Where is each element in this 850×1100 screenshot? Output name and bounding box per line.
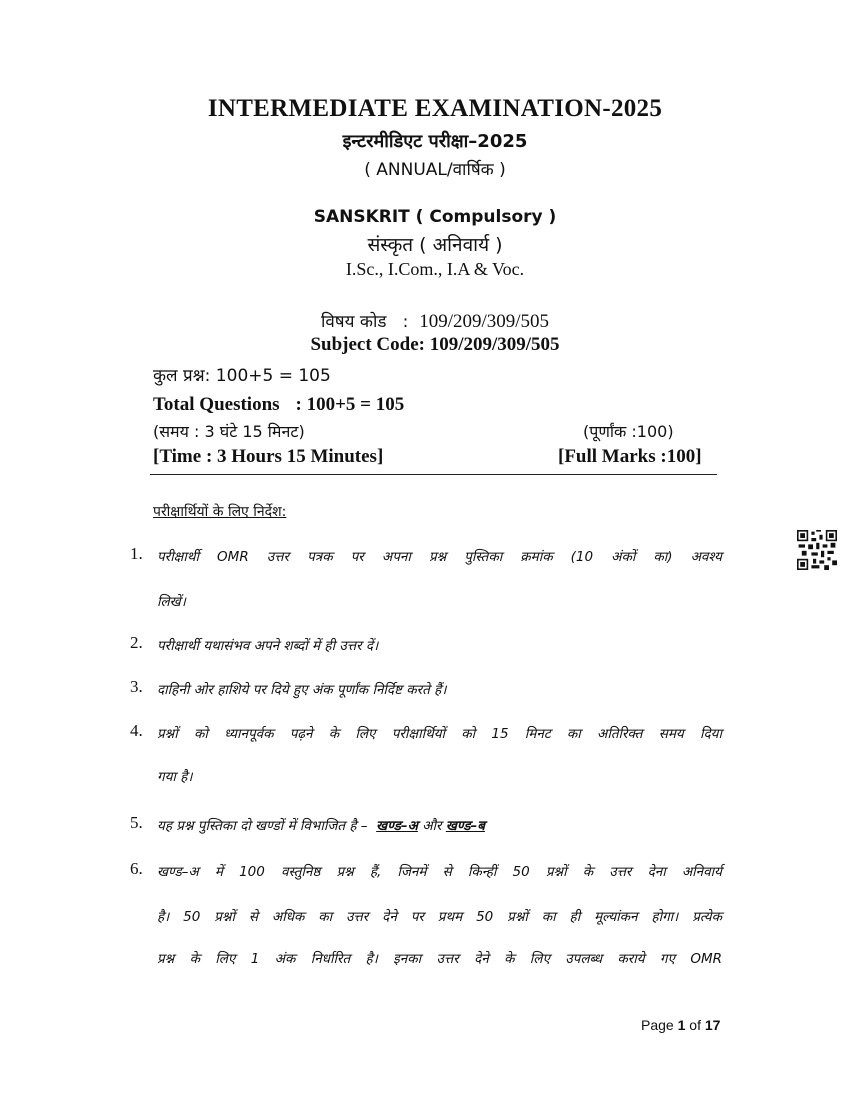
total-questions-english [153, 394, 404, 416]
instruction-3-line-1: दाहिनी ओर हाशिये पर दिये हुए अंक पूर्णांक निर्दिष्ट करते हैं। [157, 682, 447, 698]
instruction-5-line-1: यह प्रश्न पुस्तिका दो खण्डों में विभाजित है – खण्ड–अ और खण्ड–ब [157, 818, 485, 834]
current-page: 1 [677, 1017, 686, 1033]
header-divider [150, 474, 717, 475]
instruction-1-line-1: परीक्षार्थी OMR उत्तर पत्रक पर अपना प्रश्न पुस्तिका क्रमांक (10 अंकों का) अवश्य [157, 549, 722, 565]
instruction-4-line-1: प्रश्नों को ध्यानपूर्वक पढ़ने के लिए परीक्षार्थियों को 15 मिनट का अतिरिक्त समय दिया [157, 726, 722, 742]
time-english: [Time : 3 Hours 15 Minutes] [153, 446, 384, 467]
instruction-number: 2. [130, 633, 143, 652]
section-b-label: खण्ड–ब [445, 818, 485, 834]
and-word: और [422, 818, 442, 834]
subject-hindi: संस्कृत ( अनिवार्य ) [367, 234, 503, 256]
subject-english: SANSKRIT ( Compulsory ) [313, 207, 557, 227]
section-a-label: खण्ड–अ [376, 818, 418, 834]
total-pages: 17 [704, 1017, 721, 1033]
instruction-number: 1. [130, 544, 143, 563]
full-marks-english: [Full Marks :100] [558, 446, 702, 467]
qr-code-icon [797, 530, 837, 570]
subject-code-hindi [0, 309, 850, 333]
instruction-4-line-2: गया है। [157, 769, 193, 785]
total-questions-hindi: कुल प्रश्न: 100+5 = 105 [153, 366, 331, 386]
instruction-number: 5. [130, 813, 143, 832]
time-hindi: (समय : 3 घंटे 15 मिनट) [153, 422, 305, 441]
exam-title-hindi: इन्टरमीडिएट परीक्षा–2025 [342, 131, 528, 152]
instruction-number: 6. [130, 859, 143, 878]
instructions-heading: परीक्षार्थियों के लिए निर्देश: [153, 504, 287, 520]
full-marks-hindi: (पूर्णांक :100) [583, 422, 674, 441]
exam-session: ( ANNUAL/वार्षिक ) [364, 160, 506, 180]
instruction-number: 4. [130, 721, 143, 740]
instruction-6-line-3: प्रश्न के लिए 1 अंक निर्धारित है। इनका उत्तर देने के लिए उपलब्ध कराये गए OMR [157, 951, 722, 967]
instruction-number: 3. [130, 677, 143, 696]
page-number: Page 1 of 17 [641, 1017, 721, 1033]
instruction-2-line-1: परीक्षार्थी यथासंभव अपने शब्दों में ही उत्तर दें। [157, 638, 379, 654]
instruction-6-line-1: खण्ड–अ में 100 वस्तुनिष्ठ प्रश्न हैं, जिनमें से किन्हीं 50 प्रश्नों के उत्तर देना अनिवार्य [157, 864, 722, 880]
instruction-1-line-2: लिखें। [157, 594, 186, 610]
subject-code-label-hindi: विषय कोड [320, 312, 387, 332]
streams: I.Sc., I.Com., I.A & Voc. [345, 259, 525, 279]
total-questions-label: Total Questions [153, 394, 280, 415]
exam-title-english: INTERMEDIATE EXAMINATION-2025 [207, 95, 663, 122]
total-questions-value: : 100+5 = 105 [295, 394, 405, 415]
instruction-6-line-2: है। 50 प्रश्नों से अधिक का उत्तर देने पर प्रथम 50 प्रश्नों का ही मूल्यांकन होगा। प्रत्येक [157, 909, 722, 925]
subject-code-value-hindi: 109/209/309/505 [419, 311, 550, 332]
subject-code-english: Subject Code: 109/209/309/505 [310, 334, 560, 355]
subject-code-separator: : [402, 312, 409, 332]
